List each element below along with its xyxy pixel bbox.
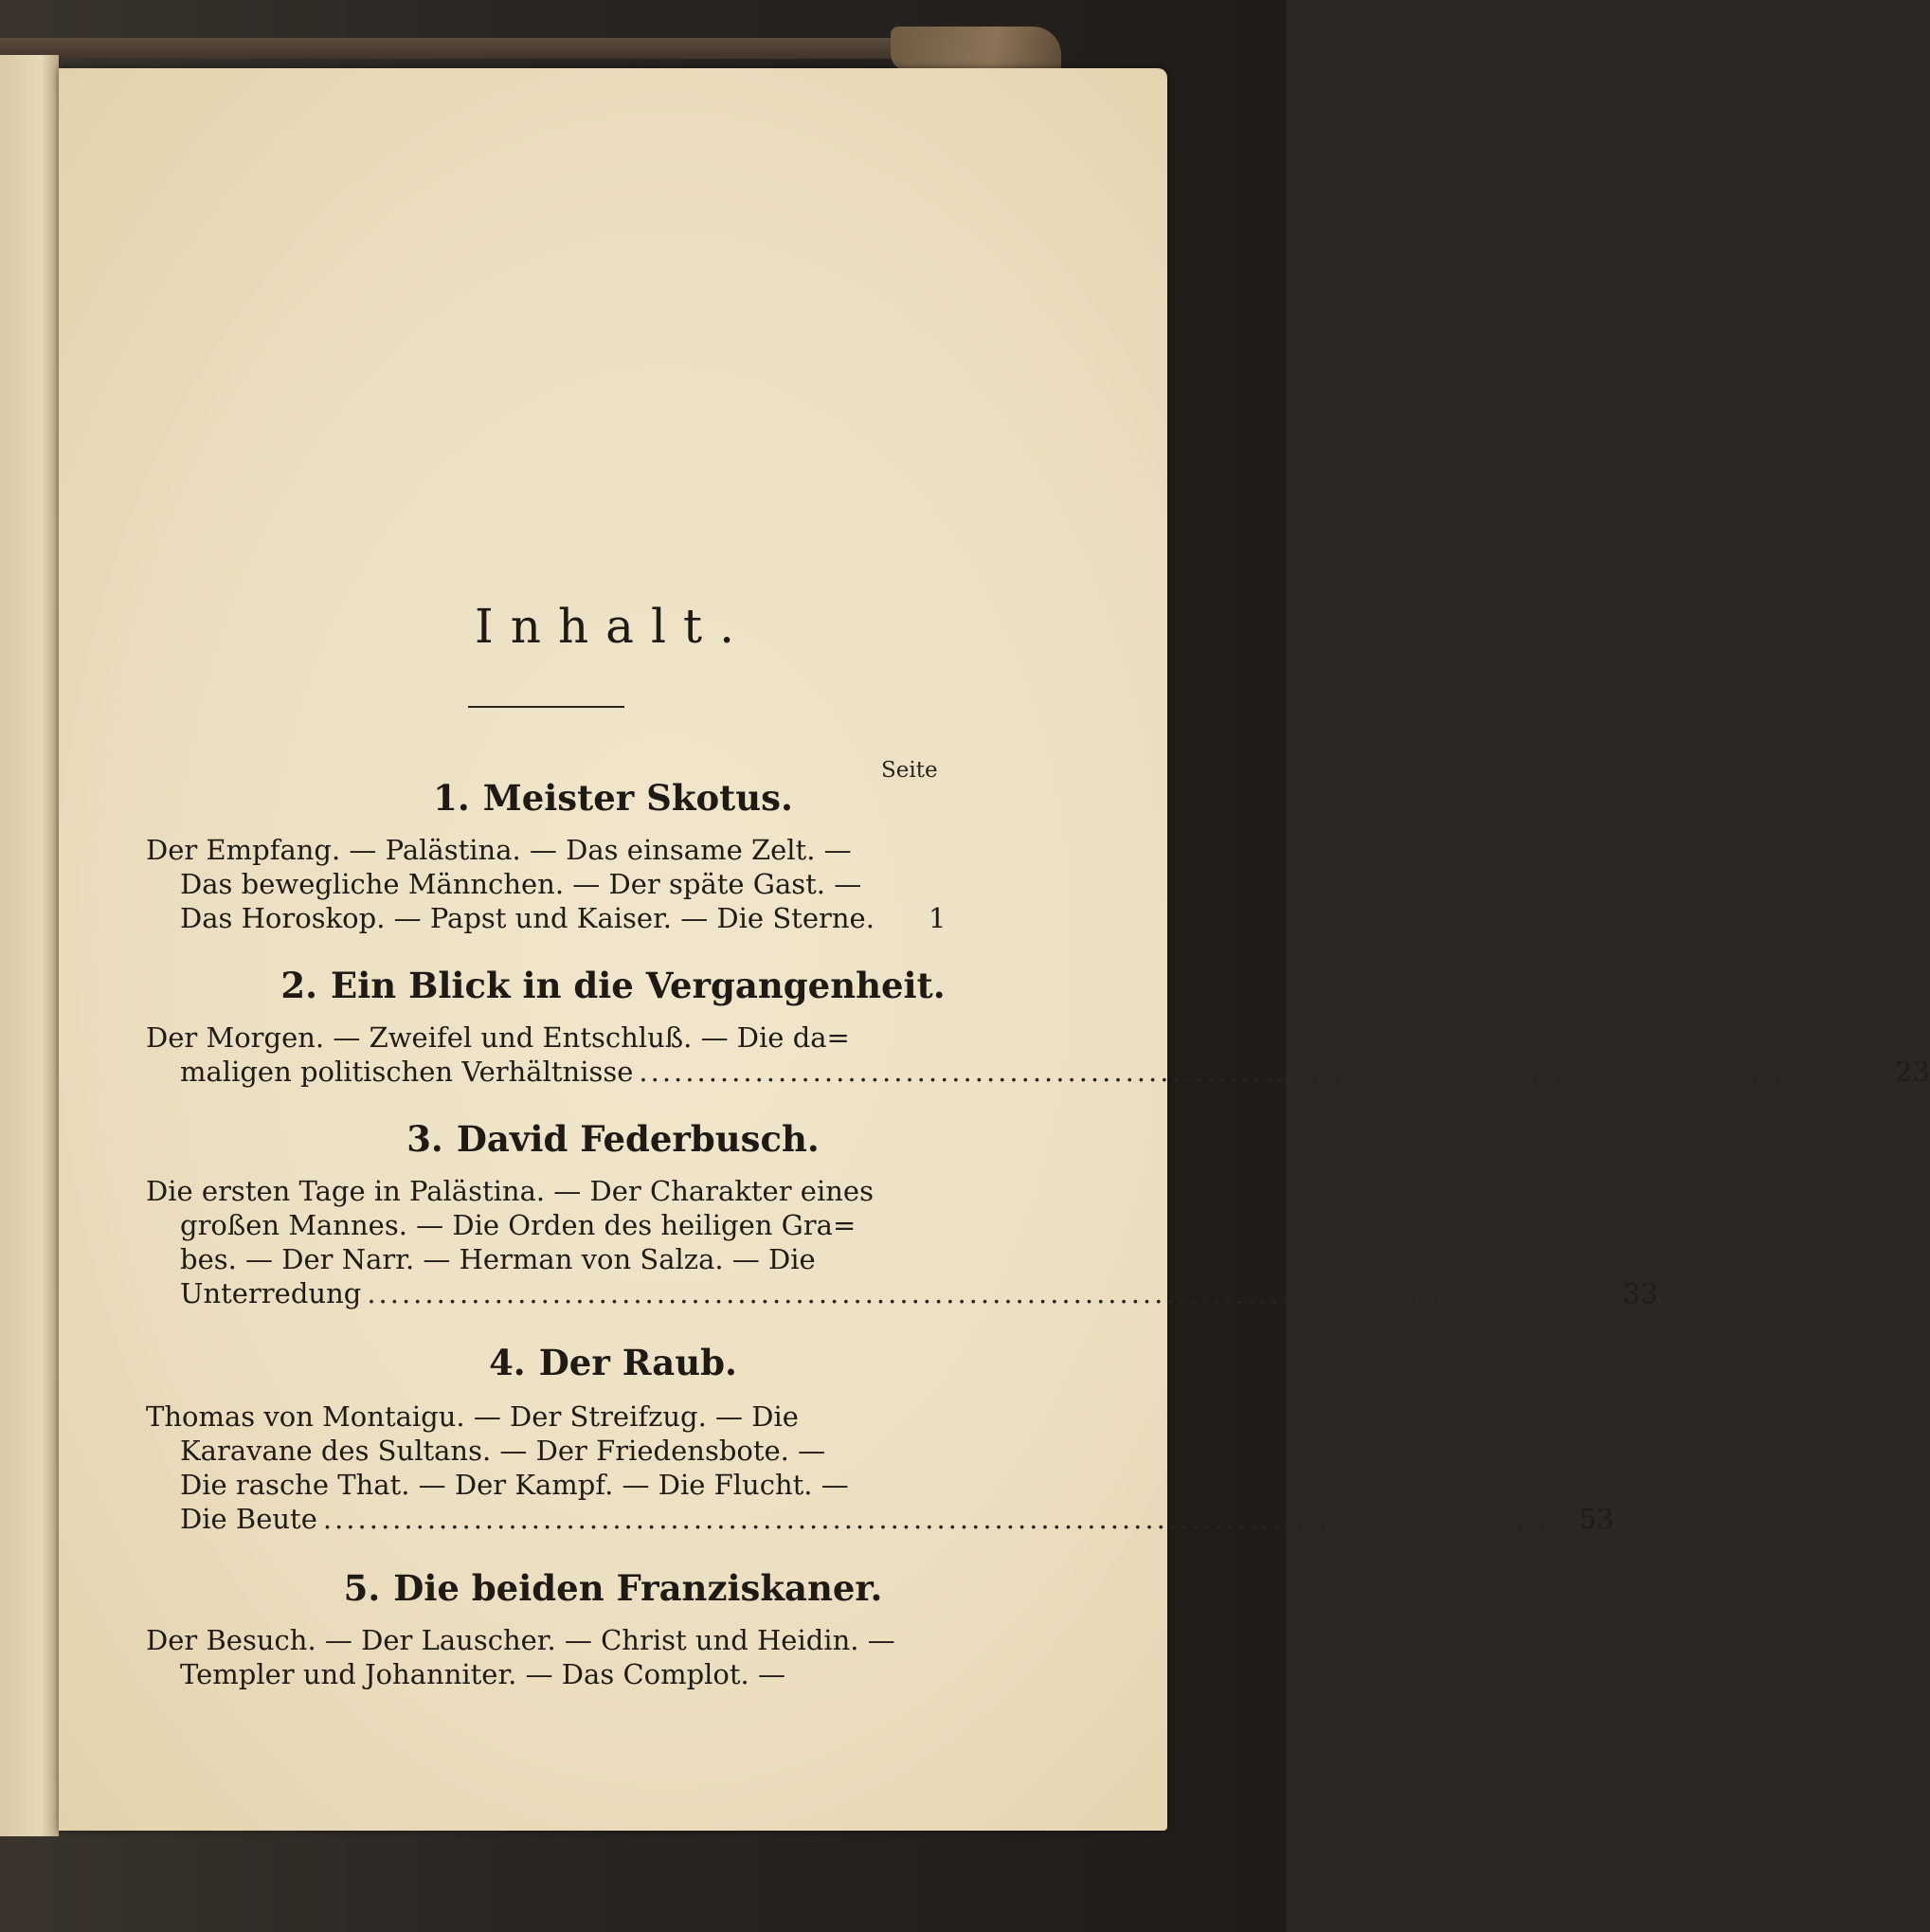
toc-line: großen Mannes. — Die Orden des heiligen Gra=	[180, 1209, 857, 1241]
toc-line: Der Besuch. — Der Lauscher. — Christ und Heidin. —	[146, 1624, 895, 1656]
torn-spine-fabric	[891, 27, 1061, 72]
toc-line-with-page	[180, 1503, 1614, 1535]
chapter-number: 3.	[406, 1118, 443, 1160]
dot-leader: ............................................................................................................	[367, 1277, 1617, 1309]
page-column-label: Seite	[881, 758, 938, 783]
toc-line: Der Morgen. — Zweifel und Entschluß. — Die da=	[146, 1021, 850, 1054]
toc-line: Der Empfang. — Palästina. — Das einsame Zelt. —	[146, 834, 852, 866]
toc-line: Templer und Johanniter. — Das Complot. —	[180, 1658, 785, 1690]
chapter-page-number: 23	[1894, 1056, 1930, 1088]
toc-line: Die rasche That. — Der Kampf. — Die Flucht. —	[180, 1469, 849, 1501]
chapter-page-number: 1	[929, 902, 947, 934]
chapter-title: David Federbusch.	[456, 1118, 820, 1160]
chapter-number: 2.	[280, 965, 318, 1006]
toc-line: Das Horoskop. — Papst und Kaiser. — Die Sterne.	[180, 902, 875, 934]
left-page-edge	[0, 55, 59, 1836]
toc-line-with-page	[180, 1277, 1658, 1309]
toc-line: Karavane des Sultans. — Der Friedensbote. —	[180, 1435, 826, 1467]
chapter-number: 5.	[343, 1567, 381, 1609]
chapter-2-heading	[59, 965, 1167, 1006]
chapter-1-heading	[59, 777, 1167, 819]
toc-line: Das bewegliche Männchen. — Der späte Gast. —	[180, 868, 862, 900]
page-title: Inhalt.	[475, 599, 751, 654]
dot-leader: ............................................................................................................	[639, 1056, 1889, 1088]
chapter-title: Die beiden Franziskaner.	[393, 1567, 883, 1609]
chapter-number: 4.	[489, 1342, 526, 1383]
dot-leader: ............................................................................................................	[322, 1503, 1574, 1535]
chapter-title: Ein Blick in die Vergangenheit.	[331, 965, 946, 1006]
book-page	[59, 68, 1930, 1831]
toc-line: bes. — Der Narr. — Herman von Salza. — Die	[180, 1243, 816, 1275]
toc-line: Thomas von Montaigu. — Der Streifzug. — Die	[146, 1400, 799, 1433]
toc-line-text: maligen politischen Verhältnisse	[180, 1056, 634, 1088]
chapter-page-number: 53	[1578, 1503, 1614, 1535]
chapter-title: Der Raub.	[538, 1342, 737, 1383]
title-rule	[468, 706, 624, 708]
chapter-3-heading	[59, 1118, 1167, 1160]
toc-line-text: Unterredung	[180, 1277, 362, 1309]
chapter-4-heading	[59, 1342, 1167, 1383]
toc-line: Die ersten Tage in Palästina. — Der Charakter eines	[146, 1175, 874, 1207]
toc-line-text: Die Beute	[180, 1503, 317, 1535]
chapter-page-number: 33	[1622, 1277, 1658, 1309]
chapter-5-heading	[59, 1567, 1167, 1609]
toc-line-with-page	[180, 1056, 1930, 1088]
chapter-title: Meister Skotus.	[482, 777, 793, 819]
chapter-number: 1.	[433, 777, 470, 819]
